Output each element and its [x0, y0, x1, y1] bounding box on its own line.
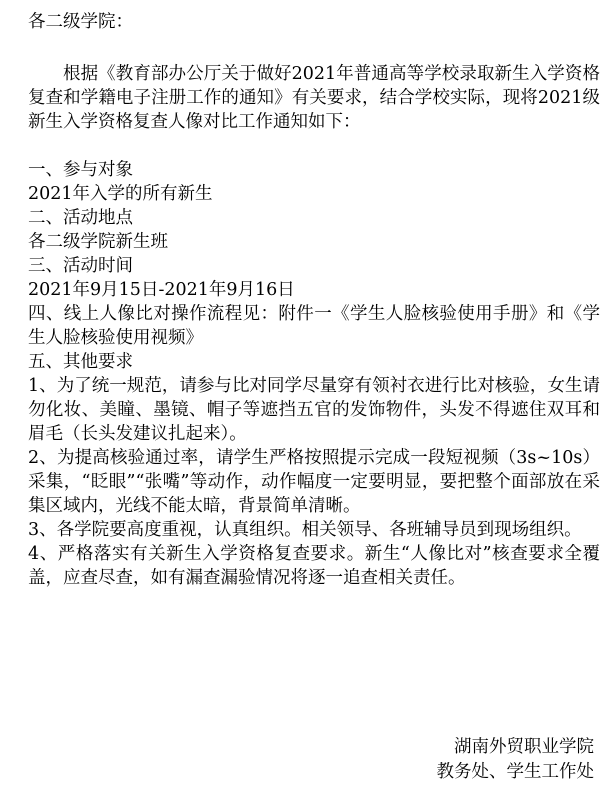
section-heading-time: 三、活动时间: [28, 256, 133, 276]
greeting: 各二级学院：: [28, 12, 133, 32]
section-procedure: 四、线上人像比对操作流程见：附件一《学生人脸核验使用手册》和《学生人脸核验使用视频》: [28, 304, 600, 348]
requirement-item: 4、严格落实有关新生入学资格复查要求。新生“人像比对”核查要求全覆盖，应查尽查，如有漏查漏验情况将逐一追查相关责任。: [28, 544, 600, 588]
location-text: 各二级学院新生班: [28, 232, 168, 252]
requirement-item: 2、为提高核验通过率，请学生严格按照提示完成一段短视频（3s~10s）采集，“眨眼”“张嘴”等动作，动作幅度一定要明显，要把整个面部放在采集区域内，光线不能太暗，背景简单清晰。: [28, 448, 600, 516]
signature-block: [437, 735, 595, 785]
intro-paragraph: [28, 62, 600, 134]
notice-body: [28, 158, 600, 590]
section-heading-participants: 一、参与对象: [28, 160, 133, 180]
section-heading-location: 二、活动地点: [28, 208, 133, 228]
requirement-item: 3、各学院要高度重视，认真组织。相关领导、各班辅导员到现场组织。: [28, 520, 582, 540]
intro-text: 根据《教育部办公厅关于做好2021年普通高等学校录取新生入学资格复查和学籍电子注册工作的通知》有关要求，结合学校实际，现将2021级新生入学资格复查人像对比工作通知如下：: [28, 64, 600, 132]
signature-dept: 教务处、学生工作处: [436, 762, 594, 782]
requirement-item: 1、为了统一规范，请参与比对同学尽量穿有领衬衣进行比对核验，女生请勿化妆、美瞳、墨镜、帽子等遮挡五官的发饰物件，头发不得遮住双耳和眉毛（长头发建议扎起来）。: [28, 376, 600, 444]
section-heading-requirements: 五、其他要求: [28, 352, 133, 372]
time-text: 2021年9月15日-2021年9月16日: [28, 280, 295, 300]
signature-org: 湖南外贸职业学院: [454, 737, 594, 757]
participants-text: 2021年入学的所有新生: [28, 184, 213, 204]
